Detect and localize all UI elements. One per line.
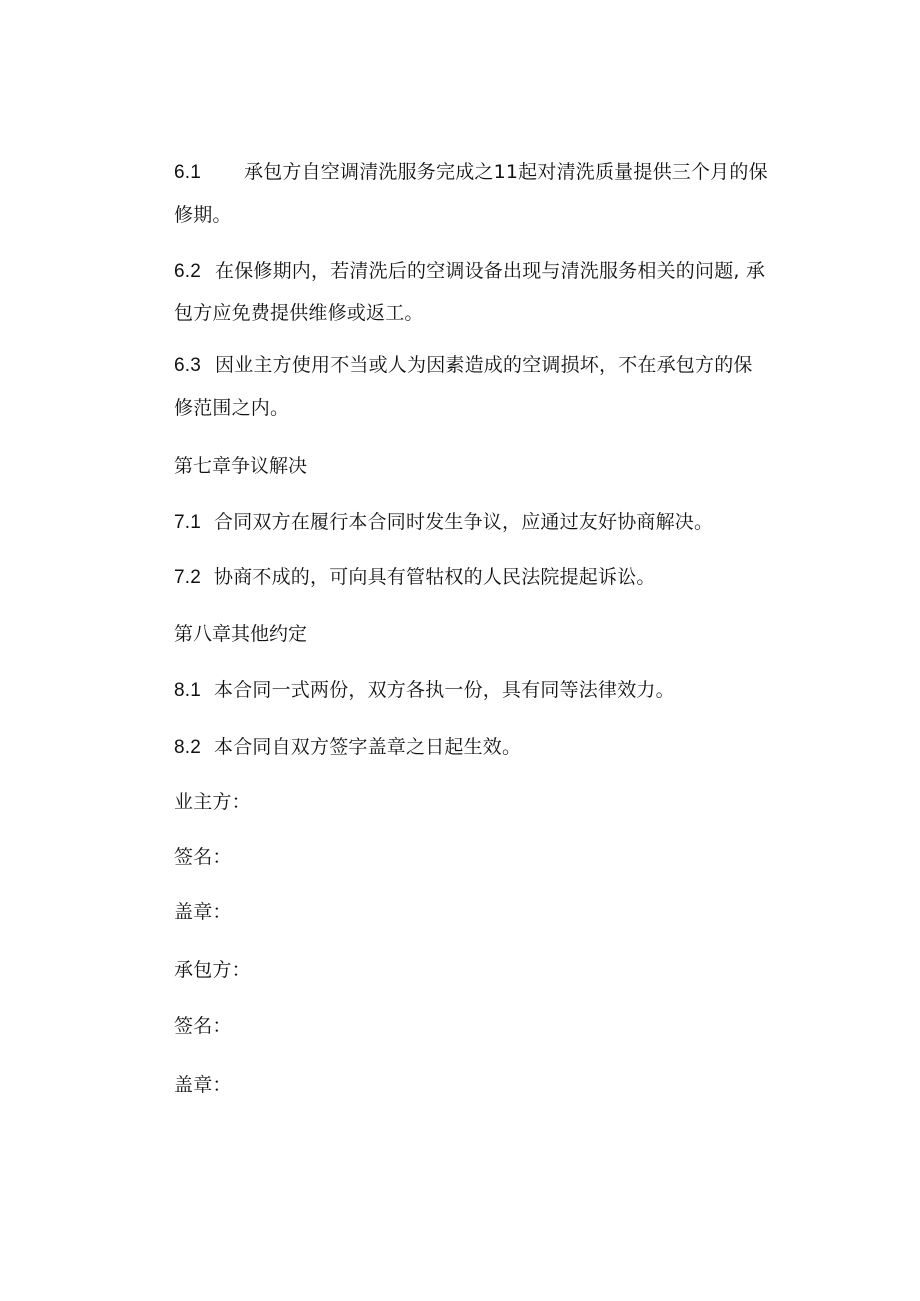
clause-6-3-number: 6.3 [174, 355, 202, 376]
contractor-seal-field: 盖章： [174, 1074, 232, 1096]
clause-6-3-line-1 [174, 353, 753, 378]
clause-6-1-line-2: 修期。 [174, 204, 232, 226]
chapter-7-heading: 第七章争议解决 [174, 456, 308, 477]
clause-8-1-text: 本合同一式两份，双方各执一份，具有同等法律效力。 [214, 679, 675, 701]
clause-6-1-text: 承包方自空调清洗服务完成之11起对清洗质量提供三个月的保 [244, 161, 768, 183]
clause-6-2-text: 在保修期内，若清洗后的空调设备出现与清洗服务相关的问题, 承 [215, 260, 766, 282]
clause-6-2-line-2: 包方应免费提供维修或返工。 [174, 302, 424, 324]
clause-6-3-line-2: 修范围之内。 [174, 397, 290, 419]
owner-signature-field: 签名： [174, 846, 232, 868]
clause-6-1-number: 6.1 [174, 162, 202, 183]
contractor-party-label: 承包方： [174, 959, 251, 981]
clause-7-1-text: 合同双方在履行本合同时发生争议，应通过友好协商解决。 [214, 511, 714, 533]
owner-party-label: 业主方： [174, 791, 251, 813]
clause-6-2-number: 6.2 [174, 261, 202, 282]
clause-8-2-text: 本合同自双方签字盖章之日起生效。 [214, 736, 522, 758]
clause-8-1 [174, 678, 675, 703]
clause-8-1-number: 8.1 [174, 680, 202, 701]
owner-seal-field: 盖章： [174, 901, 232, 923]
clause-7-1 [174, 510, 713, 535]
chapter-8-heading: 第八章其他约定 [174, 624, 308, 645]
clause-6-2-line-1 [174, 259, 765, 284]
clause-8-2 [174, 735, 521, 760]
contractor-signature-field: 签名： [174, 1015, 232, 1037]
clause-8-2-number: 8.2 [174, 737, 202, 758]
clause-7-2-text: 协商不成的，可向具有管牯权的人民法院提起诉讼。 [214, 566, 656, 588]
clause-7-2 [174, 565, 656, 590]
clause-6-1-line-1 [174, 160, 768, 185]
clause-7-2-number: 7.2 [174, 567, 202, 588]
clause-6-3-text: 因业主方使用不当或人为因素造成的空调损坏，不在承包方的保 [215, 354, 753, 376]
clause-7-1-number: 7.1 [174, 512, 202, 533]
